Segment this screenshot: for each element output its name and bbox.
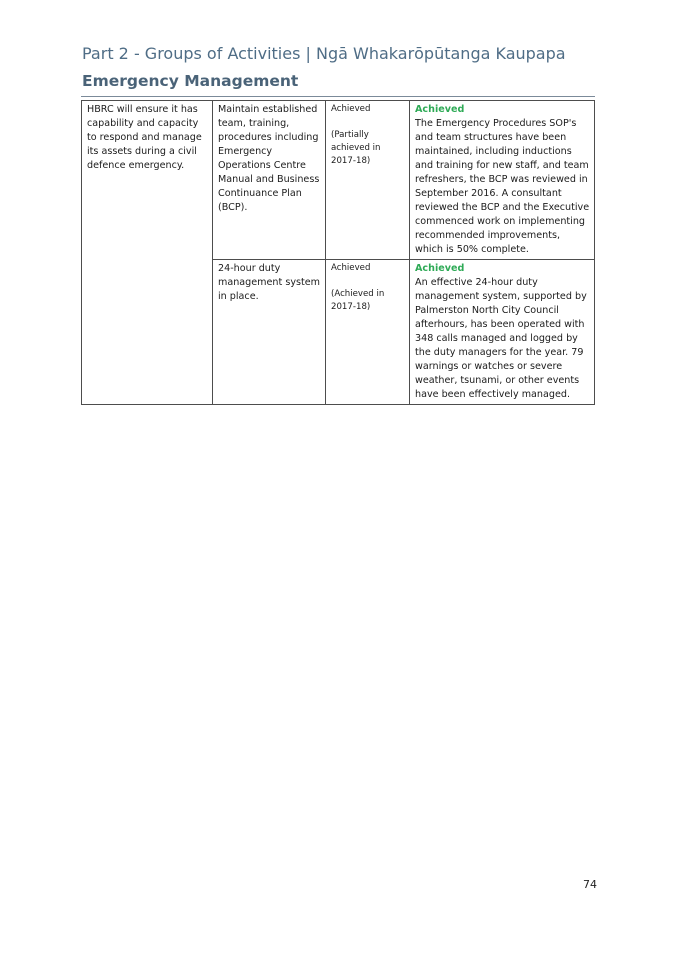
status-label: Achieved bbox=[415, 263, 465, 274]
level-of-service-cell bbox=[82, 101, 213, 405]
commentary-text: The Emergency Procedures SOP's and team structures have been maintained, including inductions and training for new staff, and team refreshers, the BCP was reviewed in September 2016. A consultant reviewed the BCP and the Executive commenced work on implementing recommended improvements, which is 50% complete. bbox=[415, 118, 590, 255]
status-label: Achieved bbox=[415, 104, 465, 115]
part-title: Part 2 - Groups of Activities | Ngā Whakarōpūtanga Kaupapa bbox=[82, 44, 566, 63]
target-cell bbox=[326, 260, 410, 405]
prior-result-text: (Partially achieved in 2017-18) bbox=[331, 130, 381, 166]
target-text: Achieved bbox=[331, 104, 371, 114]
section-title: Emergency Management bbox=[82, 72, 299, 90]
target-cell bbox=[326, 101, 410, 260]
measure-text: Maintain established team, training, procedures including Emergency Operations Centre Manual and Business Continuance Plan (BCP). bbox=[218, 104, 320, 213]
prior-result-text: (Achieved in 2017-18) bbox=[331, 289, 385, 312]
performance-table bbox=[81, 100, 595, 405]
commentary-cell bbox=[410, 260, 595, 405]
measure-cell bbox=[213, 260, 326, 405]
measure-cell bbox=[213, 101, 326, 260]
table-row bbox=[82, 101, 595, 260]
measure-text: 24-hour duty management system in place. bbox=[218, 263, 320, 302]
commentary-text: An effective 24-hour duty management system, supported by Palmerston North City Council afterhours, has been operated with 348 calls managed and logged by the duty managers for the year. 79 warnings or watches or severe weather, tsunami, or other events have been effectively managed. bbox=[415, 277, 587, 400]
level-of-service-text: HBRC will ensure it has capability and capacity to respond and manage its assets during a civil defence emergency. bbox=[87, 104, 202, 171]
commentary-cell bbox=[410, 101, 595, 260]
heading-divider bbox=[81, 96, 595, 97]
page-number: 74 bbox=[583, 878, 597, 891]
target-text: Achieved bbox=[331, 263, 371, 273]
